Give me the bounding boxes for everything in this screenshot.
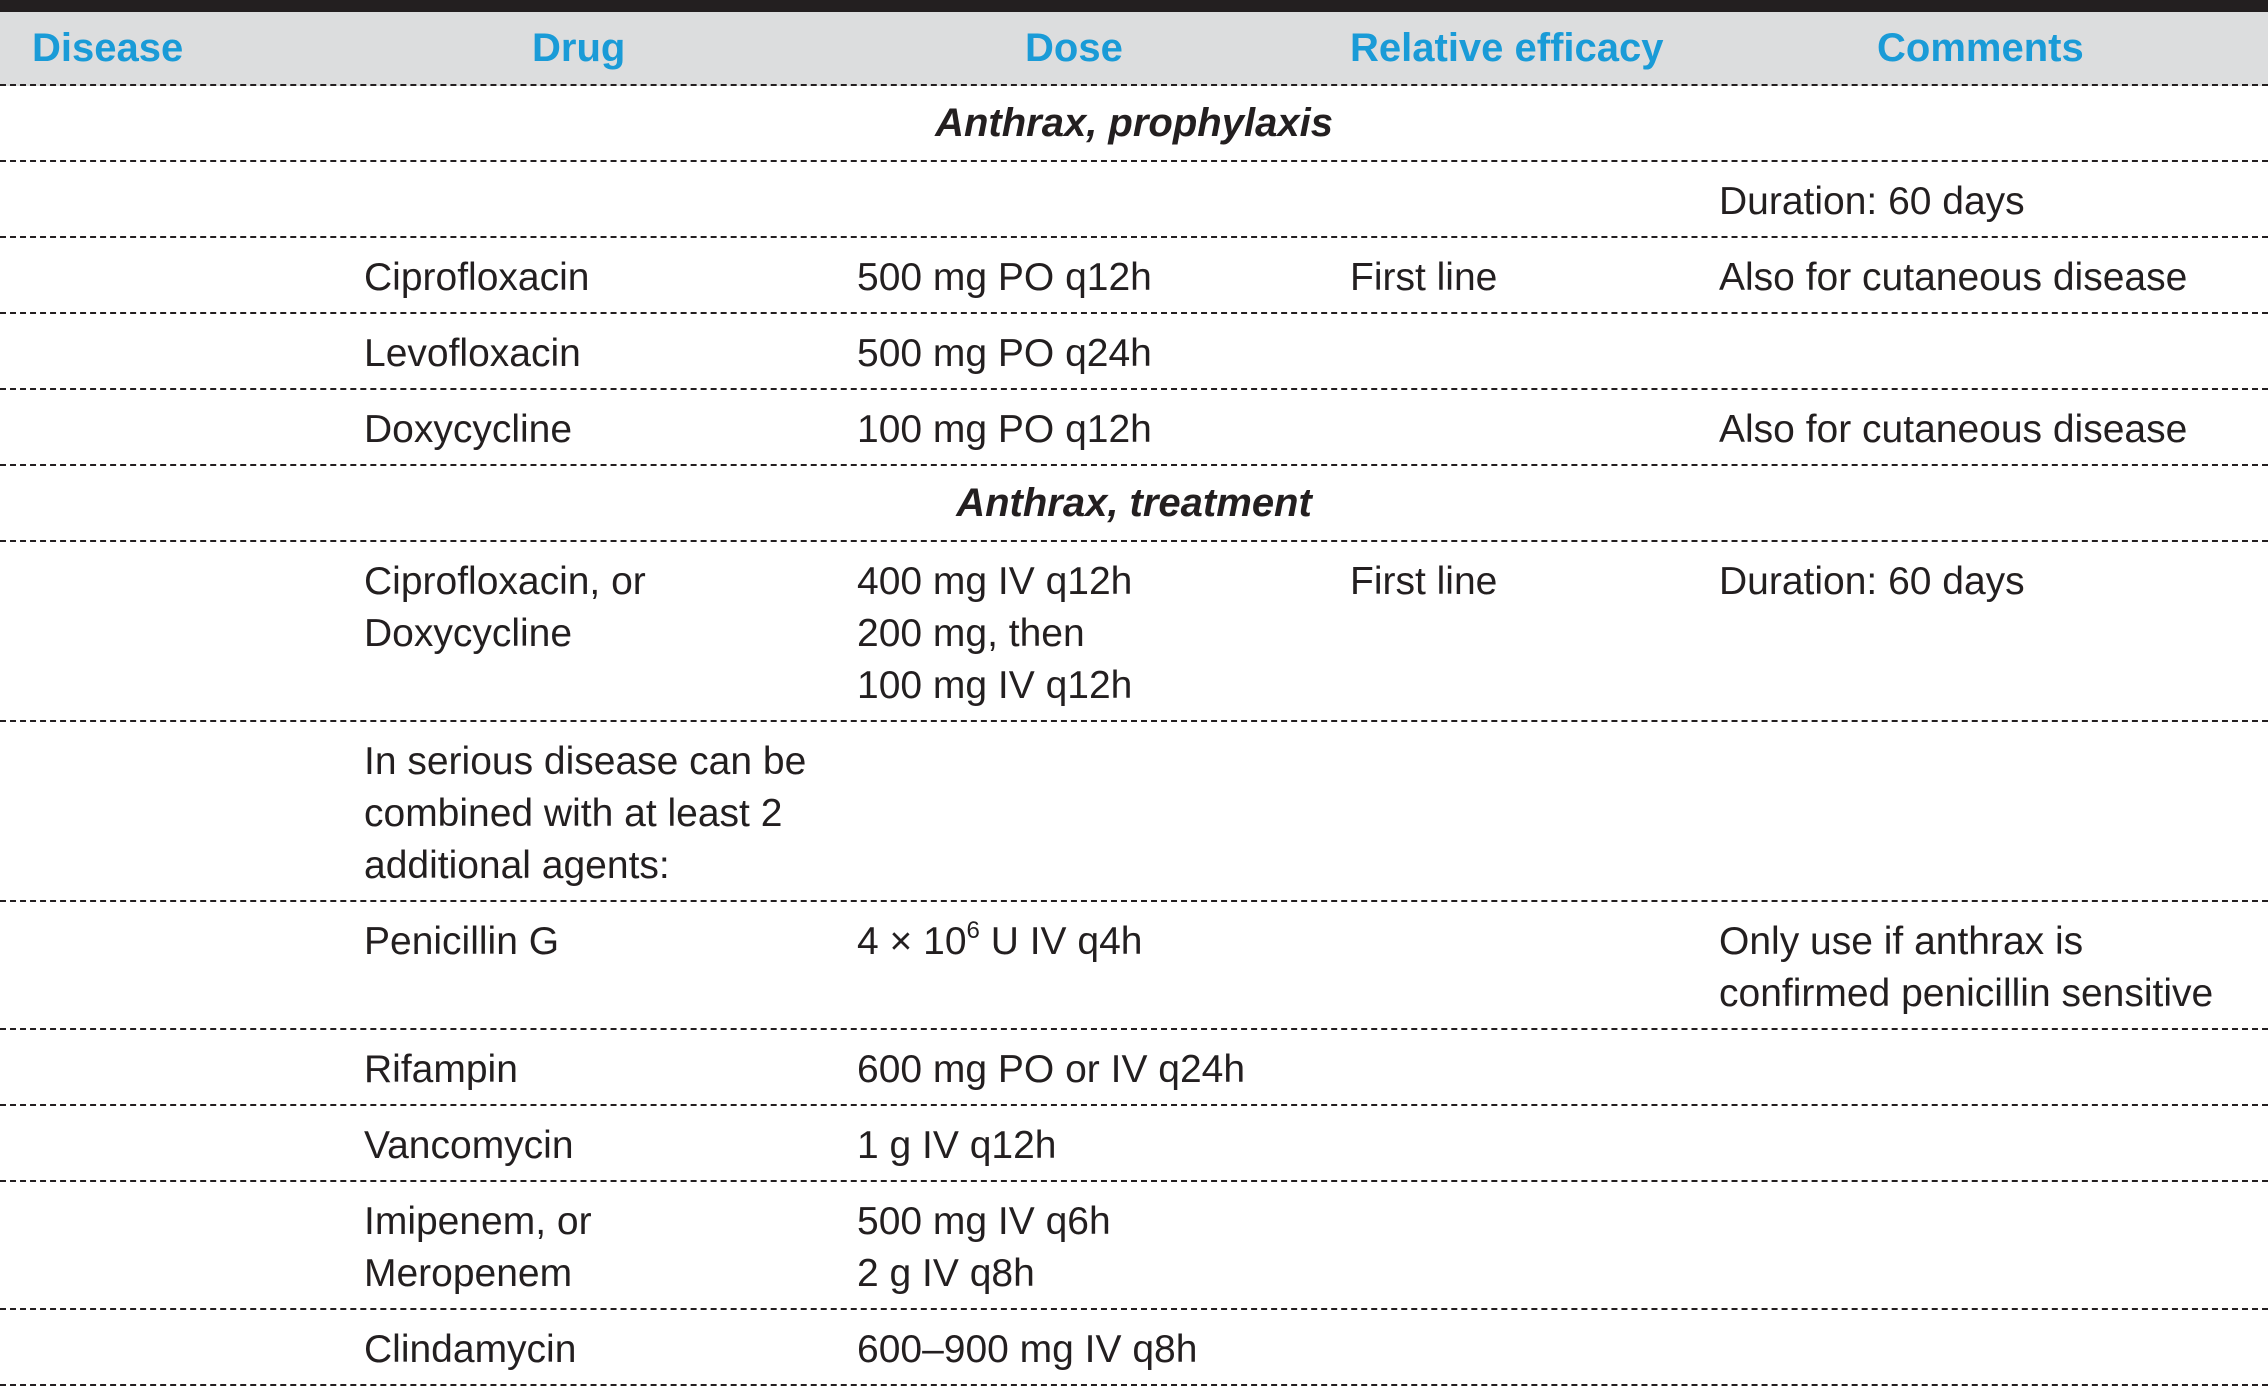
table-row bbox=[0, 722, 2268, 902]
header-relative-efficacy: Relative efficacy bbox=[1350, 26, 1664, 70]
dose-line: 2 g IV q8h bbox=[857, 1252, 1035, 1295]
table-top-rule bbox=[0, 0, 2268, 12]
comments-cell: Duration: 60 days bbox=[1719, 560, 2025, 603]
drug-cell: Levofloxacin bbox=[364, 332, 581, 375]
drug-cell bbox=[364, 736, 806, 892]
dose-cell bbox=[857, 556, 1132, 712]
dose-cell: 600–900 mg IV q8h bbox=[857, 1328, 1198, 1371]
table-row bbox=[0, 1030, 2268, 1106]
dose-cell bbox=[857, 916, 1142, 968]
header-drug: Drug bbox=[532, 26, 626, 70]
table-row bbox=[0, 1310, 2268, 1386]
dose-cell: 1 g IV q12h bbox=[857, 1124, 1057, 1167]
section-title: Anthrax, prophylaxis bbox=[935, 101, 1333, 145]
comments-cell bbox=[1719, 916, 2213, 1020]
dose-cell: 500 mg PO q24h bbox=[857, 332, 1152, 375]
table-header bbox=[0, 12, 2268, 86]
drug-line: combined with at least 2 bbox=[364, 792, 783, 835]
dose-line: 200 mg, then bbox=[857, 612, 1085, 655]
efficacy-cell: First line bbox=[1350, 560, 1498, 603]
drug-cell: Doxycycline bbox=[364, 408, 573, 451]
dose-line: 400 mg IV q12h bbox=[857, 560, 1133, 603]
dose-line: 500 mg IV q6h bbox=[857, 1200, 1111, 1243]
drug-line: Imipenem, or bbox=[364, 1200, 592, 1243]
drug-line: In serious disease can be bbox=[364, 740, 807, 783]
comment-line: Only use if anthrax is bbox=[1719, 920, 2084, 963]
drug-cell: Clindamycin bbox=[364, 1328, 577, 1371]
table-row bbox=[0, 162, 2268, 238]
dose-cell: 600 mg PO or IV q24h bbox=[857, 1048, 1246, 1091]
header-disease: Disease bbox=[32, 26, 184, 70]
header-dose: Dose bbox=[1025, 26, 1123, 70]
dose-cell: 500 mg PO q12h bbox=[857, 256, 1152, 299]
table-row bbox=[0, 902, 2268, 1030]
drug-cell bbox=[364, 556, 646, 660]
dose-rest: U IV q4h bbox=[979, 920, 1143, 963]
comment-line: confirmed penicillin sensitive bbox=[1719, 972, 2214, 1015]
drug-cell bbox=[364, 1196, 592, 1300]
table-row bbox=[0, 1106, 2268, 1182]
drug-line: Meropenem bbox=[364, 1252, 573, 1295]
comments-cell bbox=[1719, 176, 2025, 228]
table-row bbox=[0, 238, 2268, 314]
drug-cell: Rifampin bbox=[364, 1048, 518, 1091]
drug-cell: Vancomycin bbox=[364, 1124, 574, 1167]
drug-line: Ciprofloxacin, or bbox=[364, 560, 646, 603]
section-title: Anthrax, treatment bbox=[956, 481, 1312, 525]
drug-cell: Penicillin G bbox=[364, 920, 560, 963]
comment-line: Duration: 60 days bbox=[1719, 180, 2025, 223]
dose-cell bbox=[857, 1196, 1111, 1300]
comments-cell: Also for cutaneous disease bbox=[1719, 256, 2188, 299]
comments-cell: Also for cutaneous disease bbox=[1719, 408, 2188, 451]
dose-cell: 100 mg PO q12h bbox=[857, 408, 1152, 451]
header-comments: Comments bbox=[1877, 26, 2084, 70]
drug-cell: Ciprofloxacin bbox=[364, 256, 590, 299]
drug-line: Doxycycline bbox=[364, 612, 573, 655]
drug-line: additional agents: bbox=[364, 844, 670, 887]
efficacy-cell: First line bbox=[1350, 256, 1498, 299]
table-row bbox=[0, 542, 2268, 722]
table-row bbox=[0, 390, 2268, 466]
dose-line: 100 mg IV q12h bbox=[857, 664, 1133, 707]
section-heading-prophylaxis bbox=[0, 86, 2268, 162]
table-row bbox=[0, 314, 2268, 390]
dose-exponent: 6 bbox=[966, 917, 980, 944]
dose-base: 4 × 10 bbox=[857, 920, 967, 963]
section-heading-treatment bbox=[0, 466, 2268, 542]
table-row bbox=[0, 1182, 2268, 1310]
